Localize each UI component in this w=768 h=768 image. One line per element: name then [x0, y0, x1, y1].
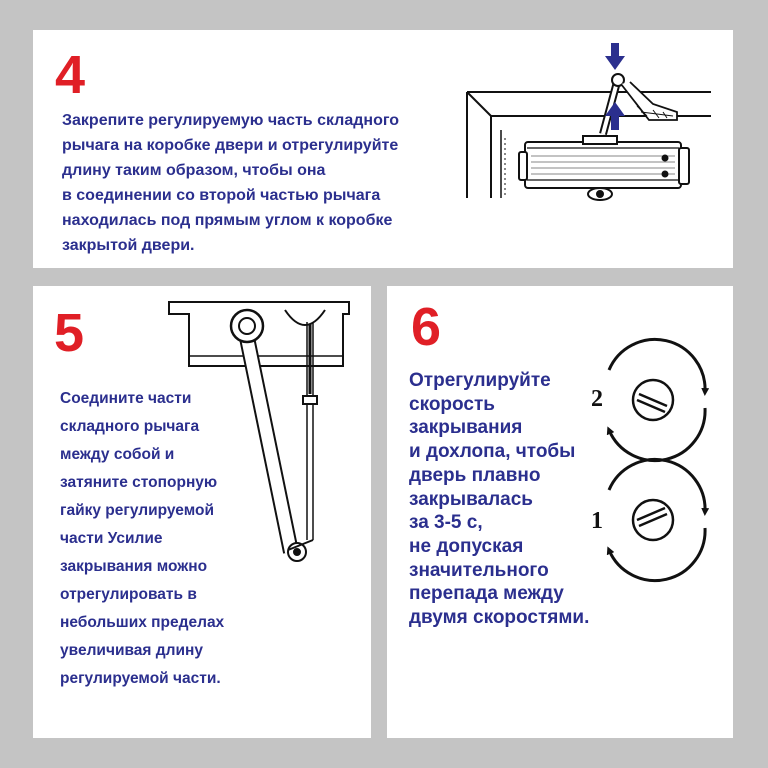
- screw-1-label: 1: [591, 508, 603, 534]
- step-4-number: 4: [55, 45, 86, 105]
- step-4-text: Закрепите регулируемую часть складного рычага на коробке двери и отрегулируйте длину таким образом, чтобы она в соединении со второй частью рычага находилась под прямым углом к коробке закрытой двери.: [62, 112, 400, 254]
- adjustment-screws-illustration: [587, 334, 733, 584]
- folding-arm-illustration: [163, 300, 353, 580]
- step-6-number: 6: [411, 297, 442, 357]
- step-5-panel: [33, 286, 371, 738]
- screw-2-label: 2: [591, 386, 603, 412]
- step-5-text: Соедините части складного рычага между собой и затяните стопорную гайку регулируемой части Усилие закрывания можно отрегулировать в небольших пределах увеличивая длину регулируемой части.: [60, 390, 225, 687]
- step-5-number: 5: [54, 303, 85, 363]
- door-closer-top-illustration: [465, 38, 733, 268]
- step-4-panel: [33, 30, 733, 268]
- step-6-text: Отрегулируйте скорость закрывания и дохлопа, чтобы дверь плавно закрывалась за 3-5 с, не допуская значительного перепада между двумя скоростями.: [409, 370, 590, 629]
- step-6-panel: [387, 286, 733, 738]
